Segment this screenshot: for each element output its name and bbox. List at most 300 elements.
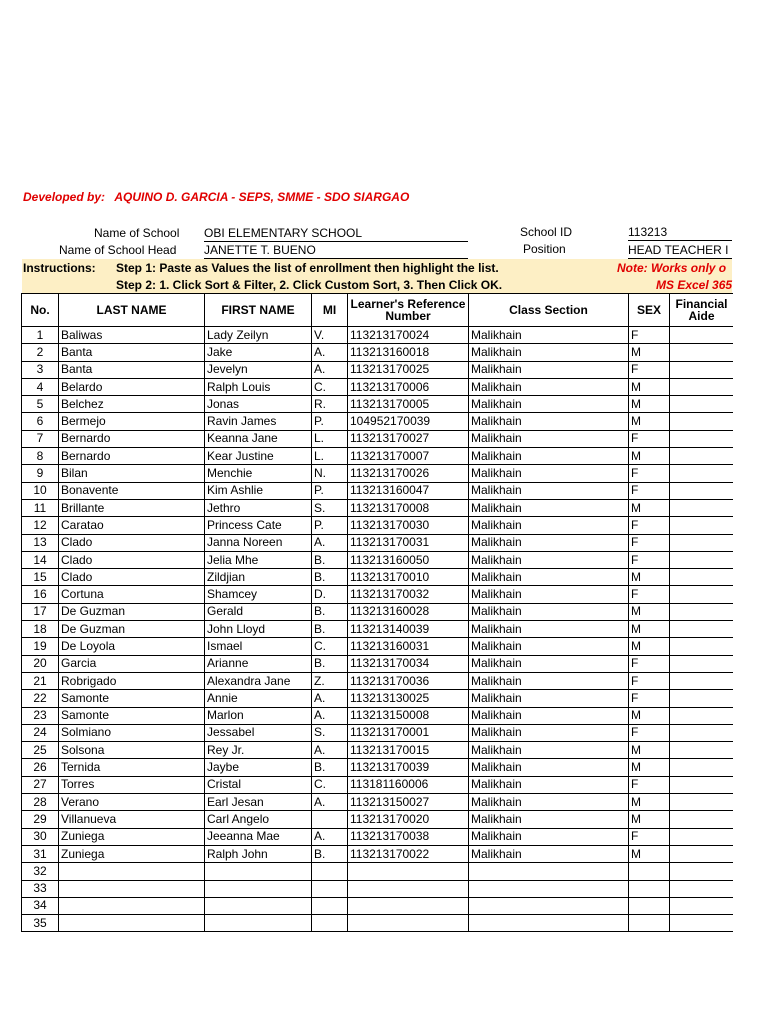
cell-financial-aide[interactable]: [670, 638, 734, 655]
cell-mi[interactable]: B.: [312, 603, 348, 620]
cell-mi[interactable]: R.: [312, 396, 348, 413]
table-row: [22, 413, 734, 430]
cell-class-section[interactable]: Malikhain: [469, 499, 629, 516]
cell-last-name[interactable]: Clado: [59, 534, 205, 551]
cell-financial-aide[interactable]: [670, 378, 734, 395]
cell-financial-aide[interactable]: [670, 915, 734, 932]
cell-class-section[interactable]: Malikhain: [469, 655, 629, 672]
cell-lrn[interactable]: 113213170039: [348, 759, 469, 776]
cell-financial-aide[interactable]: [670, 603, 734, 620]
cell-financial-aide[interactable]: [670, 845, 734, 862]
cell-financial-aide[interactable]: [670, 759, 734, 776]
cell-mi[interactable]: A.: [312, 742, 348, 759]
cell-last-name[interactable]: De Guzman: [59, 621, 205, 638]
cell-sex[interactable]: M: [629, 638, 670, 655]
cell-financial-aide[interactable]: [670, 586, 734, 603]
cell-financial-aide[interactable]: [670, 621, 734, 638]
cell-first-name[interactable]: Jessabel: [205, 724, 312, 741]
cell-lrn[interactable]: 113213170010: [348, 569, 469, 586]
cell-no[interactable]: 24: [22, 724, 59, 741]
header-mi: MI: [312, 294, 348, 327]
cell-sex[interactable]: [629, 897, 670, 914]
cell-class-section[interactable]: [469, 897, 629, 914]
cell-no[interactable]: 10: [22, 482, 59, 499]
cell-last-name[interactable]: Bernardo: [59, 448, 205, 465]
cell-financial-aide[interactable]: [670, 897, 734, 914]
cell-class-section[interactable]: Malikhain: [469, 845, 629, 862]
cell-first-name[interactable]: Alexandra Jane: [205, 672, 312, 689]
cell-financial-aide[interactable]: [670, 776, 734, 793]
cell-financial-aide[interactable]: [670, 327, 734, 344]
cell-sex[interactable]: M: [629, 759, 670, 776]
cell-class-section[interactable]: Malikhain: [469, 724, 629, 741]
cell-no[interactable]: 18: [22, 621, 59, 638]
cell-last-name[interactable]: Banta: [59, 344, 205, 361]
cell-lrn[interactable]: [348, 880, 469, 897]
cell-mi[interactable]: A.: [312, 707, 348, 724]
cell-sex[interactable]: F: [629, 828, 670, 845]
cell-no[interactable]: 3: [22, 361, 59, 378]
cell-class-section[interactable]: [469, 863, 629, 880]
cell-first-name[interactable]: Cristal: [205, 776, 312, 793]
cell-lrn[interactable]: 113213170027: [348, 430, 469, 447]
cell-class-section[interactable]: Malikhain: [469, 551, 629, 568]
cell-financial-aide[interactable]: [670, 690, 734, 707]
cell-financial-aide[interactable]: [670, 465, 734, 482]
cell-lrn[interactable]: [348, 863, 469, 880]
cell-no[interactable]: 12: [22, 517, 59, 534]
cell-no[interactable]: 22: [22, 690, 59, 707]
cell-class-section[interactable]: Malikhain: [469, 690, 629, 707]
cell-last-name[interactable]: Bonavente: [59, 482, 205, 499]
cell-last-name[interactable]: Ternida: [59, 759, 205, 776]
cell-mi[interactable]: A.: [312, 828, 348, 845]
cell-no[interactable]: 14: [22, 551, 59, 568]
cell-class-section[interactable]: [469, 880, 629, 897]
school-id-label: School ID: [520, 225, 573, 239]
cell-lrn[interactable]: 113213140039: [348, 621, 469, 638]
cell-sex[interactable]: M: [629, 707, 670, 724]
cell-no[interactable]: 4: [22, 378, 59, 395]
cell-class-section[interactable]: Malikhain: [469, 361, 629, 378]
cell-financial-aide[interactable]: [670, 534, 734, 551]
cell-financial-aide[interactable]: [670, 551, 734, 568]
cell-mi[interactable]: [312, 863, 348, 880]
cell-sex[interactable]: [629, 915, 670, 932]
cell-class-section[interactable]: Malikhain: [469, 465, 629, 482]
cell-lrn[interactable]: 113213170025: [348, 361, 469, 378]
cell-no[interactable]: 15: [22, 569, 59, 586]
cell-mi[interactable]: [312, 880, 348, 897]
cell-first-name[interactable]: Menchie: [205, 465, 312, 482]
cell-last-name[interactable]: Verano: [59, 794, 205, 811]
cell-no[interactable]: 20: [22, 655, 59, 672]
cell-first-name[interactable]: Jaybe: [205, 759, 312, 776]
table-row: [22, 759, 734, 776]
cell-class-section[interactable]: Malikhain: [469, 327, 629, 344]
cell-last-name[interactable]: De Guzman: [59, 603, 205, 620]
cell-class-section[interactable]: Malikhain: [469, 430, 629, 447]
cell-mi[interactable]: B.: [312, 551, 348, 568]
table-row: [22, 430, 734, 447]
table-row: [22, 569, 734, 586]
cell-mi[interactable]: N.: [312, 465, 348, 482]
cell-mi[interactable]: A.: [312, 794, 348, 811]
cell-last-name[interactable]: Robrigado: [59, 672, 205, 689]
cell-lrn[interactable]: 113213160031: [348, 638, 469, 655]
cell-no[interactable]: 2: [22, 344, 59, 361]
header-first-name: FIRST NAME: [205, 294, 312, 327]
cell-last-name[interactable]: Samonte: [59, 690, 205, 707]
cell-no[interactable]: 33: [22, 880, 59, 897]
cell-class-section[interactable]: Malikhain: [469, 569, 629, 586]
cell-first-name[interactable]: Ralph Louis: [205, 378, 312, 395]
cell-sex[interactable]: M: [629, 344, 670, 361]
cell-no[interactable]: 28: [22, 794, 59, 811]
cell-first-name[interactable]: Carl Angelo: [205, 811, 312, 828]
cell-mi[interactable]: [312, 811, 348, 828]
cell-class-section[interactable]: Malikhain: [469, 672, 629, 689]
cell-no[interactable]: 8: [22, 448, 59, 465]
cell-no[interactable]: 25: [22, 742, 59, 759]
cell-class-section[interactable]: Malikhain: [469, 811, 629, 828]
cell-last-name[interactable]: Bermejo: [59, 413, 205, 430]
cell-sex[interactable]: M: [629, 569, 670, 586]
cell-lrn[interactable]: 113213170038: [348, 828, 469, 845]
cell-last-name[interactable]: Bernardo: [59, 430, 205, 447]
cell-sex[interactable]: F: [629, 776, 670, 793]
cell-first-name[interactable]: Zildjian: [205, 569, 312, 586]
cell-lrn[interactable]: 104952170039: [348, 413, 469, 430]
cell-mi[interactable]: P.: [312, 517, 348, 534]
table-row: [22, 724, 734, 741]
cell-mi[interactable]: A.: [312, 361, 348, 378]
cell-financial-aide[interactable]: [670, 448, 734, 465]
table-row: [22, 828, 734, 845]
cell-last-name[interactable]: Belardo: [59, 378, 205, 395]
instructions-step2: Step 2: 1. Click Sort & Filter, 2. Click Custom Sort, 3. Then Click OK.: [116, 278, 503, 292]
cell-class-section[interactable]: Malikhain: [469, 413, 629, 430]
cell-sex[interactable]: F: [629, 724, 670, 741]
cell-first-name[interactable]: Arianne: [205, 655, 312, 672]
cell-financial-aide[interactable]: [670, 482, 734, 499]
cell-first-name[interactable]: Ralph John: [205, 845, 312, 862]
cell-mi[interactable]: [312, 897, 348, 914]
cell-no[interactable]: 21: [22, 672, 59, 689]
cell-mi[interactable]: D.: [312, 586, 348, 603]
cell-last-name[interactable]: Solsona: [59, 742, 205, 759]
cell-sex[interactable]: F: [629, 517, 670, 534]
cell-class-section[interactable]: Malikhain: [469, 776, 629, 793]
cell-last-name[interactable]: [59, 915, 205, 932]
cell-sex[interactable]: M: [629, 845, 670, 862]
cell-no[interactable]: 26: [22, 759, 59, 776]
cell-no[interactable]: 31: [22, 845, 59, 862]
cell-class-section[interactable]: Malikhain: [469, 378, 629, 395]
cell-last-name[interactable]: Caratao: [59, 517, 205, 534]
cell-sex[interactable]: F: [629, 482, 670, 499]
cell-no[interactable]: 17: [22, 603, 59, 620]
cell-financial-aide[interactable]: [670, 361, 734, 378]
cell-class-section[interactable]: Malikhain: [469, 396, 629, 413]
cell-lrn[interactable]: 113213160018: [348, 344, 469, 361]
cell-no[interactable]: 27: [22, 776, 59, 793]
cell-last-name[interactable]: Torres: [59, 776, 205, 793]
cell-mi[interactable]: [312, 915, 348, 932]
cell-sex[interactable]: F: [629, 327, 670, 344]
cell-mi[interactable]: Z.: [312, 672, 348, 689]
cell-class-section[interactable]: Malikhain: [469, 742, 629, 759]
cell-financial-aide[interactable]: [670, 569, 734, 586]
table-row: [22, 897, 734, 914]
cell-no[interactable]: 34: [22, 897, 59, 914]
cell-lrn[interactable]: 113213170020: [348, 811, 469, 828]
cell-lrn[interactable]: 113213170032: [348, 586, 469, 603]
cell-first-name[interactable]: Jevelyn: [205, 361, 312, 378]
cell-mi[interactable]: B.: [312, 569, 348, 586]
cell-class-section[interactable]: Malikhain: [469, 586, 629, 603]
cell-last-name[interactable]: Zuniega: [59, 828, 205, 845]
cell-lrn[interactable]: 113213160047: [348, 482, 469, 499]
cell-class-section[interactable]: Malikhain: [469, 828, 629, 845]
cell-financial-aide[interactable]: [670, 880, 734, 897]
cell-last-name[interactable]: Cortuna: [59, 586, 205, 603]
cell-first-name[interactable]: [205, 915, 312, 932]
cell-first-name[interactable]: Annie: [205, 690, 312, 707]
cell-class-section[interactable]: Malikhain: [469, 517, 629, 534]
cell-last-name[interactable]: Belchez: [59, 396, 205, 413]
cell-sex[interactable]: F: [629, 361, 670, 378]
cell-sex[interactable]: M: [629, 742, 670, 759]
cell-sex[interactable]: F: [629, 430, 670, 447]
cell-mi[interactable]: C.: [312, 378, 348, 395]
cell-first-name[interactable]: Jake: [205, 344, 312, 361]
cell-financial-aide[interactable]: [670, 344, 734, 361]
position-value: HEAD TEACHER I: [628, 243, 732, 259]
cell-financial-aide[interactable]: [670, 863, 734, 880]
cell-no[interactable]: 35: [22, 915, 59, 932]
cell-mi[interactable]: P.: [312, 482, 348, 499]
cell-lrn[interactable]: 113213170006: [348, 378, 469, 395]
cell-sex[interactable]: M: [629, 811, 670, 828]
cell-first-name[interactable]: Lady Zeilyn: [205, 327, 312, 344]
school-name-value: OBI ELEMENTARY SCHOOL: [204, 226, 468, 242]
cell-lrn[interactable]: 113213170026: [348, 465, 469, 482]
cell-first-name[interactable]: [205, 863, 312, 880]
cell-financial-aide[interactable]: [670, 517, 734, 534]
cell-mi[interactable]: B.: [312, 655, 348, 672]
cell-last-name[interactable]: [59, 863, 205, 880]
cell-lrn[interactable]: [348, 897, 469, 914]
cell-lrn[interactable]: 113213170015: [348, 742, 469, 759]
cell-no[interactable]: 30: [22, 828, 59, 845]
cell-first-name[interactable]: John Lloyd: [205, 621, 312, 638]
cell-class-section[interactable]: Malikhain: [469, 794, 629, 811]
cell-last-name[interactable]: Baliwas: [59, 327, 205, 344]
cell-sex[interactable]: F: [629, 672, 670, 689]
cell-no[interactable]: 7: [22, 430, 59, 447]
cell-last-name[interactable]: Clado: [59, 551, 205, 568]
cell-sex[interactable]: F: [629, 551, 670, 568]
cell-first-name[interactable]: Jelia Mhe: [205, 551, 312, 568]
cell-lrn[interactable]: 113213170030: [348, 517, 469, 534]
cell-last-name[interactable]: De Loyola: [59, 638, 205, 655]
cell-class-section[interactable]: Malikhain: [469, 482, 629, 499]
header-class-section: Class Section: [469, 294, 629, 327]
cell-first-name[interactable]: Ismael: [205, 638, 312, 655]
cell-sex[interactable]: [629, 863, 670, 880]
cell-sex[interactable]: M: [629, 413, 670, 430]
cell-lrn[interactable]: 113213170007: [348, 448, 469, 465]
cell-mi[interactable]: L.: [312, 448, 348, 465]
cell-lrn[interactable]: 113213170008: [348, 499, 469, 516]
cell-sex[interactable]: [629, 880, 670, 897]
cell-sex[interactable]: M: [629, 794, 670, 811]
cell-first-name[interactable]: Earl Jesan: [205, 794, 312, 811]
cell-first-name[interactable]: [205, 880, 312, 897]
cell-sex[interactable]: F: [629, 690, 670, 707]
cell-class-section[interactable]: Malikhain: [469, 759, 629, 776]
cell-lrn[interactable]: 113213170034: [348, 655, 469, 672]
cell-lrn[interactable]: 113213170005: [348, 396, 469, 413]
cell-sex[interactable]: M: [629, 448, 670, 465]
cell-sex[interactable]: M: [629, 621, 670, 638]
cell-mi[interactable]: P.: [312, 413, 348, 430]
table-row: [22, 396, 734, 413]
cell-class-section[interactable]: Malikhain: [469, 344, 629, 361]
cell-sex[interactable]: F: [629, 465, 670, 482]
cell-mi[interactable]: B.: [312, 621, 348, 638]
table-row: [22, 638, 734, 655]
cell-no[interactable]: 1: [22, 327, 59, 344]
cell-last-name[interactable]: Bilan: [59, 465, 205, 482]
cell-mi[interactable]: V.: [312, 327, 348, 344]
cell-sex[interactable]: F: [629, 655, 670, 672]
cell-sex[interactable]: M: [629, 603, 670, 620]
cell-first-name[interactable]: Jethro: [205, 499, 312, 516]
cell-mi[interactable]: C.: [312, 776, 348, 793]
cell-mi[interactable]: A.: [312, 690, 348, 707]
cell-sex[interactable]: M: [629, 396, 670, 413]
note-line1: Note: Works only o: [617, 261, 727, 275]
cell-last-name[interactable]: Samonte: [59, 707, 205, 724]
cell-financial-aide[interactable]: [670, 499, 734, 516]
cell-financial-aide[interactable]: [670, 742, 734, 759]
cell-lrn[interactable]: 113213130025: [348, 690, 469, 707]
cell-lrn[interactable]: 113213170024: [348, 327, 469, 344]
cell-first-name[interactable]: Rey Jr.: [205, 742, 312, 759]
cell-first-name[interactable]: Jonas: [205, 396, 312, 413]
cell-first-name[interactable]: Marlon: [205, 707, 312, 724]
cell-first-name[interactable]: Ravin James: [205, 413, 312, 430]
cell-lrn[interactable]: 113213170036: [348, 672, 469, 689]
cell-financial-aide[interactable]: [670, 413, 734, 430]
cell-first-name[interactable]: Princess Cate: [205, 517, 312, 534]
cell-sex[interactable]: F: [629, 586, 670, 603]
cell-financial-aide[interactable]: [670, 707, 734, 724]
cell-last-name[interactable]: Garcia: [59, 655, 205, 672]
cell-financial-aide[interactable]: [670, 794, 734, 811]
cell-no[interactable]: 16: [22, 586, 59, 603]
cell-financial-aide[interactable]: [670, 430, 734, 447]
cell-sex[interactable]: F: [629, 534, 670, 551]
cell-last-name[interactable]: Solmiano: [59, 724, 205, 741]
cell-first-name[interactable]: Janna Noreen: [205, 534, 312, 551]
cell-last-name[interactable]: Banta: [59, 361, 205, 378]
cell-mi[interactable]: A.: [312, 344, 348, 361]
cell-lrn[interactable]: 113213160028: [348, 603, 469, 620]
cell-mi[interactable]: L.: [312, 430, 348, 447]
cell-class-section[interactable]: Malikhain: [469, 603, 629, 620]
cell-last-name[interactable]: Villanueva: [59, 811, 205, 828]
table-header-row: [22, 294, 734, 327]
cell-last-name[interactable]: [59, 897, 205, 914]
cell-first-name[interactable]: Kear Justine: [205, 448, 312, 465]
cell-mi[interactable]: B.: [312, 845, 348, 862]
cell-class-section[interactable]: Malikhain: [469, 534, 629, 551]
cell-no[interactable]: 9: [22, 465, 59, 482]
cell-sex[interactable]: M: [629, 499, 670, 516]
cell-lrn[interactable]: 113213170001: [348, 724, 469, 741]
cell-financial-aide[interactable]: [670, 655, 734, 672]
cell-last-name[interactable]: Zuniega: [59, 845, 205, 862]
table-row: [22, 534, 734, 551]
cell-mi[interactable]: B.: [312, 759, 348, 776]
cell-financial-aide[interactable]: [670, 811, 734, 828]
cell-no[interactable]: 13: [22, 534, 59, 551]
cell-class-section[interactable]: Malikhain: [469, 621, 629, 638]
cell-no[interactable]: 32: [22, 863, 59, 880]
cell-lrn[interactable]: 113213160050: [348, 551, 469, 568]
cell-mi[interactable]: S.: [312, 724, 348, 741]
cell-no[interactable]: 23: [22, 707, 59, 724]
cell-class-section[interactable]: Malikhain: [469, 448, 629, 465]
cell-lrn[interactable]: 113181160006: [348, 776, 469, 793]
cell-financial-aide[interactable]: [670, 672, 734, 689]
cell-first-name[interactable]: Jeeanna Mae: [205, 828, 312, 845]
cell-last-name[interactable]: [59, 880, 205, 897]
cell-last-name[interactable]: Clado: [59, 569, 205, 586]
cell-class-section[interactable]: Malikhain: [469, 707, 629, 724]
cell-lrn[interactable]: 113213170022: [348, 845, 469, 862]
cell-no[interactable]: 6: [22, 413, 59, 430]
cell-first-name[interactable]: [205, 897, 312, 914]
cell-no[interactable]: 11: [22, 499, 59, 516]
cell-last-name[interactable]: Brillante: [59, 499, 205, 516]
cell-financial-aide[interactable]: [670, 828, 734, 845]
cell-lrn[interactable]: 113213150027: [348, 794, 469, 811]
cell-mi[interactable]: A.: [312, 534, 348, 551]
cell-financial-aide[interactable]: [670, 396, 734, 413]
cell-lrn[interactable]: 113213170031: [348, 534, 469, 551]
table-row: [22, 327, 734, 344]
cell-first-name[interactable]: Keanna Jane: [205, 430, 312, 447]
cell-mi[interactable]: C.: [312, 638, 348, 655]
cell-mi[interactable]: S.: [312, 499, 348, 516]
cell-class-section[interactable]: Malikhain: [469, 638, 629, 655]
cell-lrn[interactable]: [348, 915, 469, 932]
cell-class-section[interactable]: [469, 915, 629, 932]
cell-no[interactable]: 5: [22, 396, 59, 413]
cell-no[interactable]: 19: [22, 638, 59, 655]
cell-no[interactable]: 29: [22, 811, 59, 828]
cell-first-name[interactable]: Shamcey: [205, 586, 312, 603]
cell-financial-aide[interactable]: [670, 724, 734, 741]
cell-lrn[interactable]: 113213150008: [348, 707, 469, 724]
cell-sex[interactable]: M: [629, 378, 670, 395]
cell-first-name[interactable]: Kim Ashlie: [205, 482, 312, 499]
cell-first-name[interactable]: Gerald: [205, 603, 312, 620]
